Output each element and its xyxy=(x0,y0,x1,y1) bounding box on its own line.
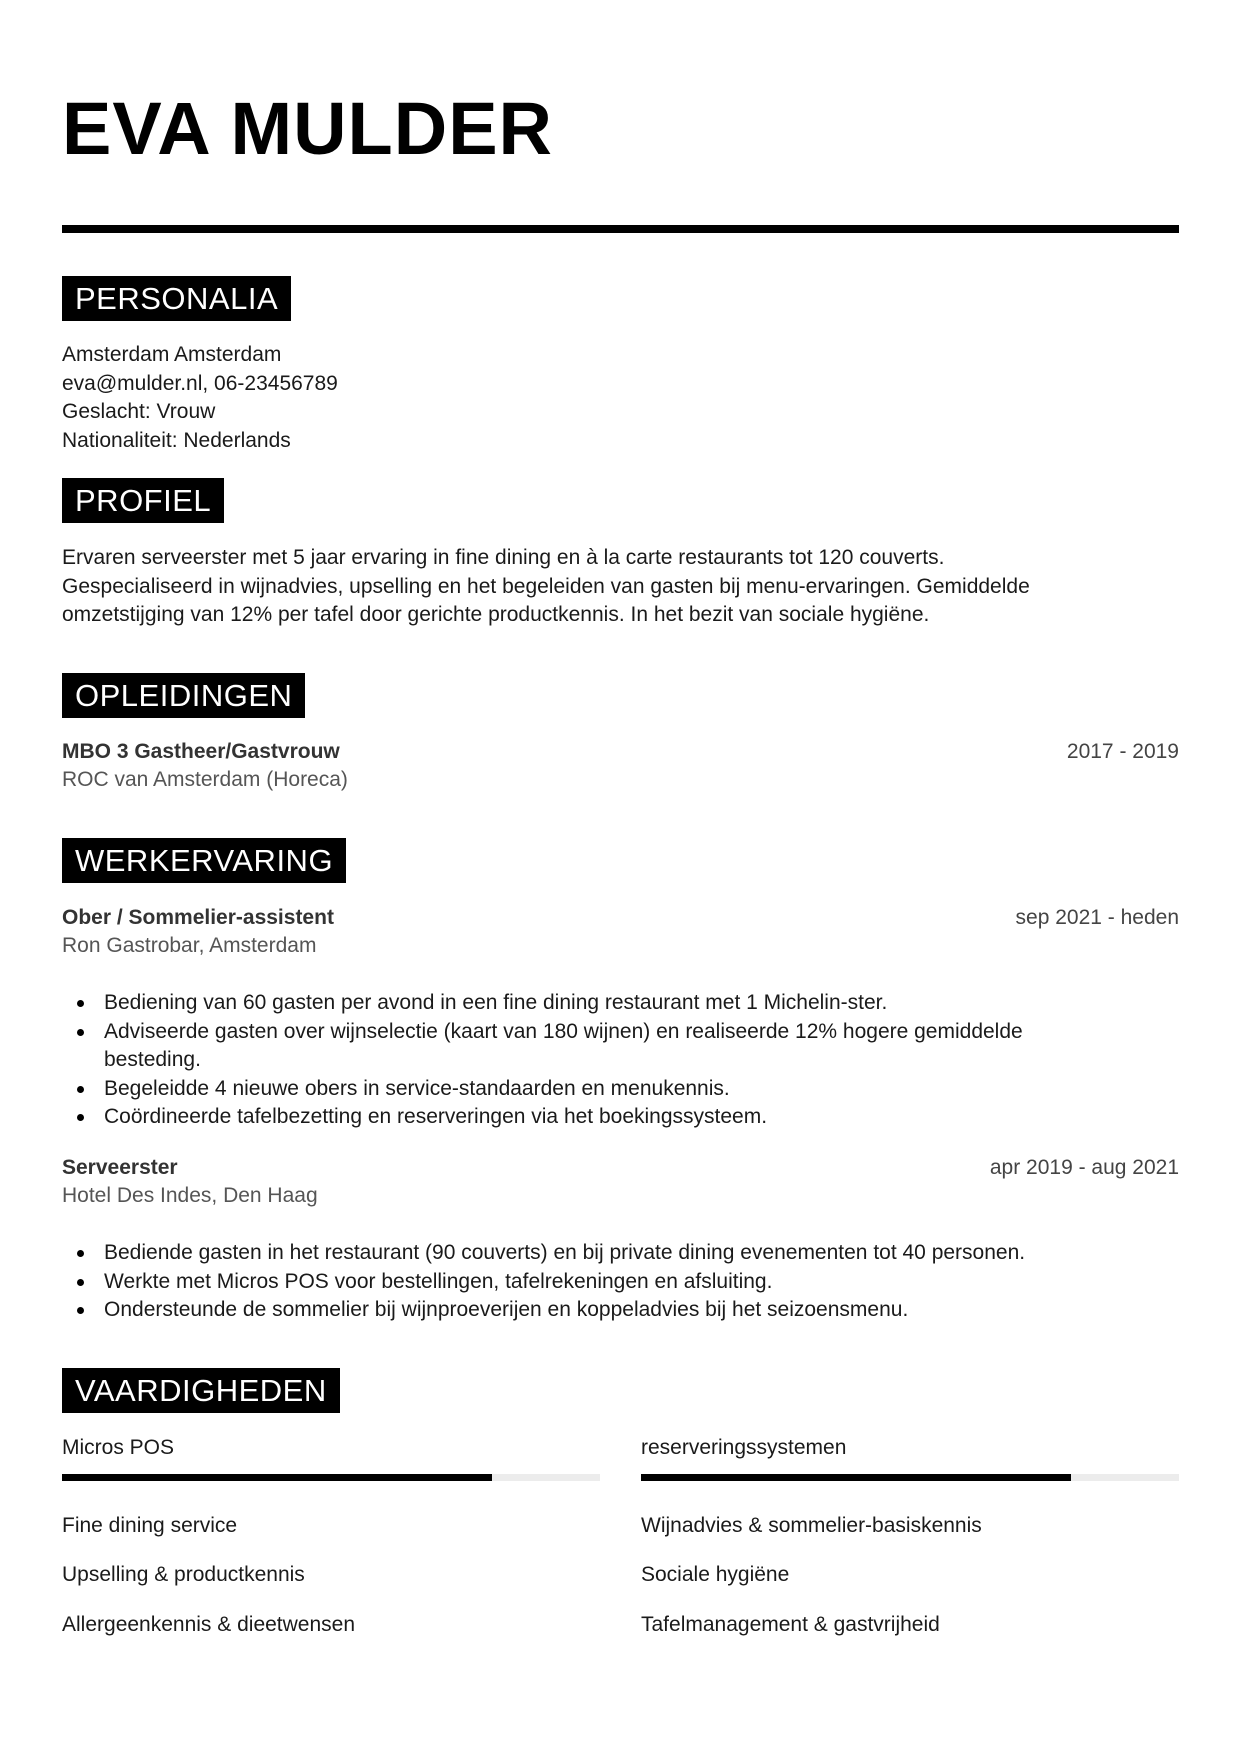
skill-label: reserveringssystemen xyxy=(641,1436,847,1459)
bullet-icon xyxy=(77,1279,84,1286)
list-item xyxy=(104,1296,1179,1325)
section-heading-werkervaring: WERKERVARING xyxy=(62,838,346,883)
bullet-text: Begeleidde 4 nieuwe obers in service-standaarden en menukennis. xyxy=(104,1076,730,1100)
section-heading-profiel: PROFIEL xyxy=(62,478,224,523)
experience-entry-header xyxy=(62,1156,1179,1180)
bullet-text: Bediening van 60 gasten per avond in een fine dining restaurant met 1 Michelin-ster. xyxy=(104,991,888,1014)
education-dates: 2017 - 2019 xyxy=(1066,740,1179,763)
experience-dates: sep 2021 - heden xyxy=(1015,906,1179,929)
skill-item: Tafelmanagement & gastvrijheid xyxy=(641,1613,940,1636)
skill-label: Micros POS xyxy=(62,1436,175,1459)
skill-level-fill xyxy=(641,1474,1071,1481)
bullet-icon xyxy=(77,1029,84,1036)
candidate-name: EVA MULDER xyxy=(62,87,553,170)
bullet-text: Werkte met Micros POS voor bestellingen, tafelrekeningen en afsluiting. xyxy=(104,1269,773,1293)
bullet-text: besteding. xyxy=(104,1048,201,1071)
experience-bullets xyxy=(62,1239,1179,1325)
personalia-gender: Geslacht: Vrouw xyxy=(62,400,216,423)
education-title: MBO 3 Gastheer/Gastvrouw xyxy=(62,740,340,763)
experience-employer: Ron Gastrobar, Amsterdam xyxy=(62,934,317,957)
experience-entry-header xyxy=(62,906,1179,930)
bullet-text: Bediende gasten in het restaurant (90 couverts) en bij private dining evenementen tot 40 personen. xyxy=(104,1241,1026,1264)
header-divider xyxy=(62,225,1179,233)
profile-summary xyxy=(62,544,1179,630)
list-item xyxy=(104,1075,1179,1104)
list-item xyxy=(104,1239,1179,1268)
bullet-text: Adviseerde gasten over wijnselectie (kaart van 180 wijnen) en realiseerde 12% hogere gemiddelde xyxy=(104,1019,1023,1043)
bullet-icon xyxy=(77,1250,84,1257)
experience-title: Ober / Sommelier-assistent xyxy=(62,906,334,929)
skill-level-bar xyxy=(62,1474,600,1481)
skill-item: Upselling & productkennis xyxy=(62,1563,305,1586)
bullet-icon xyxy=(77,1114,84,1121)
list-item xyxy=(104,1268,1179,1297)
list-item xyxy=(104,989,1179,1018)
personalia-contact: eva@mulder.nl, 06-23456789 xyxy=(62,371,338,395)
skill-level-fill xyxy=(62,1474,492,1481)
experience-bullets xyxy=(62,989,1179,1132)
bullet-text: Ondersteunde de sommelier bij wijnproeverijen en koppeladvies bij het seizoensmenu. xyxy=(104,1298,909,1321)
profile-line: Ervaren serveerster met 5 jaar ervaring in fine dining en à la carte restaurants tot 120 couverts. xyxy=(62,546,945,569)
list-item xyxy=(104,1103,1179,1132)
skill-item: Wijnadvies & sommelier-basiskennis xyxy=(641,1514,982,1537)
skill-item: Sociale hygiëne xyxy=(641,1563,790,1586)
skill-item: Allergeenkennis & dieetwensen xyxy=(62,1613,356,1636)
personalia-nationality: Nationaliteit: Nederlands xyxy=(62,428,291,452)
experience-title: Serveerster xyxy=(62,1156,178,1179)
bullet-icon xyxy=(77,1086,84,1093)
profile-line: Gespecialiseerd in wijnadvies, upselling en het begeleiden van gasten bij menu-ervaringen. Gemiddelde xyxy=(62,574,1030,598)
skill-item: Fine dining service xyxy=(62,1514,238,1537)
bullet-text: Coördineerde tafelbezetting en reserveringen via het boekingssysteem. xyxy=(104,1105,768,1128)
personalia-block xyxy=(62,341,338,455)
personalia-address: Amsterdam Amsterdam xyxy=(62,343,282,366)
experience-dates: apr 2019 - aug 2021 xyxy=(989,1156,1179,1179)
skill-level-bar xyxy=(641,1474,1179,1481)
bullet-icon xyxy=(77,1307,84,1314)
section-heading-vaardigheden: VAARDIGHEDEN xyxy=(62,1368,340,1413)
experience-employer: Hotel Des Indes, Den Haag xyxy=(62,1184,318,1207)
education-entry-header xyxy=(62,740,1179,764)
education-institution: ROC van Amsterdam (Horeca) xyxy=(62,768,348,791)
profile-line: omzetstijging van 12% per tafel door gerichte productkennis. In het bezit van sociale hygiëne. xyxy=(62,603,930,626)
section-heading-personalia: PERSONALIA xyxy=(62,276,291,321)
list-item xyxy=(104,1018,1179,1075)
bullet-icon xyxy=(77,1000,84,1007)
section-heading-opleidingen: OPLEIDINGEN xyxy=(62,673,305,718)
